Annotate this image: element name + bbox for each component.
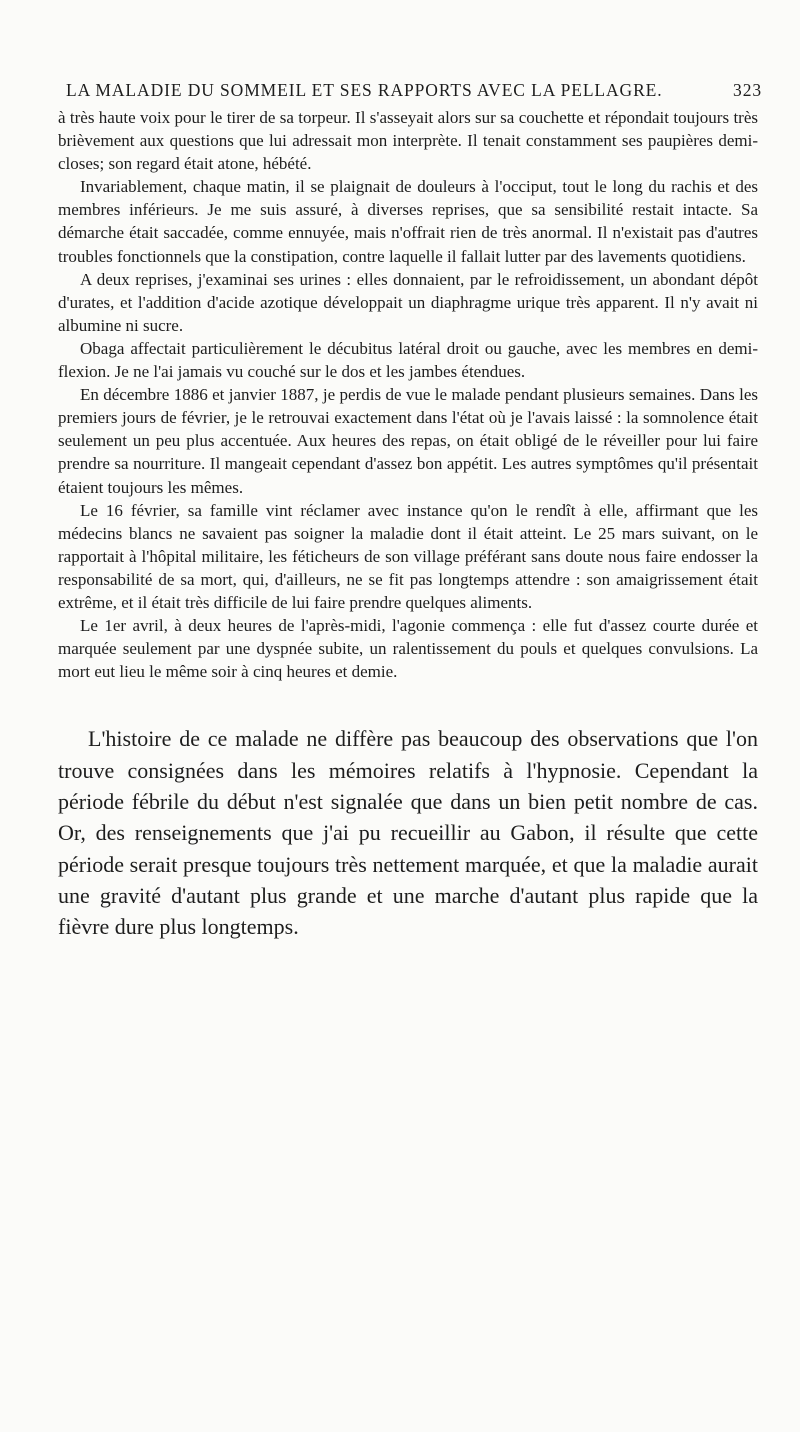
observation-text	[58, 106, 758, 683]
paragraph: Obaga affectait particulièrement le décubitus latéral droit ou gauche, avec les membres en demi-flexion. Je ne l'ai jamais vu couché sur le dos et les jambes étendues.	[58, 338, 758, 382]
paragraph: En décembre 1886 et janvier 1887, je perdis de vue le malade pendant plusieurs semaines. Dans les premiers jours de février, je le retrouvai exactement dans l'état où je l'avais laissé : la somnolence était seulement un peu plus accentuée. Aux heures des repas, on était obligé de le réveiller pour lui faire prendre sa nourriture. Il mangeait cependant d'assez bon appétit. Les autres symptômes qu'il présentait étaient toujours les mêmes.	[58, 385, 758, 497]
commentary-text	[58, 723, 758, 942]
paragraph: Le 1er avril, à deux heures de l'après-midi, l'agonie commença : elle fut d'assez courte durée et marquée seulement par une dyspnée subite, un ralentissement du pouls et quelques convulsions. La mort eut lieu le même soir à cinq heures et demie.	[58, 616, 758, 682]
paragraph: L'histoire de ce malade ne diffère pas beaucoup des observations que l'on trouve consignées dans les mémoires relatifs à l'hypnosie. Cependant la période fébrile du début n'est signalée que dans un bien petit nombre de cas. Or, des renseignements que j'ai pu recueillir au Gabon, il résulte que cette période serait presque toujours très nettement marquée, et que la maladie aurait une gravité d'autant plus grande et une marche d'autant plus rapide que la fièvre dure plus longtemps.	[58, 726, 758, 940]
running-title: LA MALADIE DU SOMMEIL ET SES RAPPORTS AVEC LA PELLAGRE.	[66, 80, 663, 100]
paragraph: Invariablement, chaque matin, il se plaignait de douleurs à l'occiput, tout le long du rachis et des membres inférieurs. Je me suis assuré, à diverses reprises, que sa sensibilité restait intacte. Sa démarche était saccadée, comme ennuyée, mais n'offrait rien de très anormal. Il n'existait pas d'autres troubles fonctionnels que la constipation, contre laquelle il fallait lutter par des lavements quotidiens.	[58, 177, 758, 266]
paragraph: Le 16 février, sa famille vint réclamer avec instance qu'on le rendît à elle, affirmant que les médecins blancs ne savaient pas soigner la maladie dont il était atteint. Le 25 mars suivant, on le rapportait à l'hôpital militaire, les féticheurs de son village préférant sans doute nous faire endosser la responsabilité de sa mort, qui, d'ailleurs, ne se fit pas longtemps attendre : son amaigrissement était extrême, et il était très difficile de lui faire prendre quelques aliments.	[58, 500, 758, 612]
paragraph: à très haute voix pour le tirer de sa torpeur. Il s'asseyait alors sur sa couchette et répondait toujours très brièvement aux questions que lui adressait mon interprète. Il tenait constamment ses paupières demi-closes; son regard était atone, hébété.	[58, 108, 758, 174]
book-page	[56, 74, 762, 942]
paragraph: A deux reprises, j'examinai ses urines : elles donnaient, par le refroidissement, un abondant dépôt d'urates, et l'addition d'acide azotique développait un diaphragme urique très apparent. Il n'y avait ni albumine ni sucre.	[58, 269, 758, 335]
page-number: 323	[733, 80, 762, 100]
running-header	[56, 74, 762, 106]
